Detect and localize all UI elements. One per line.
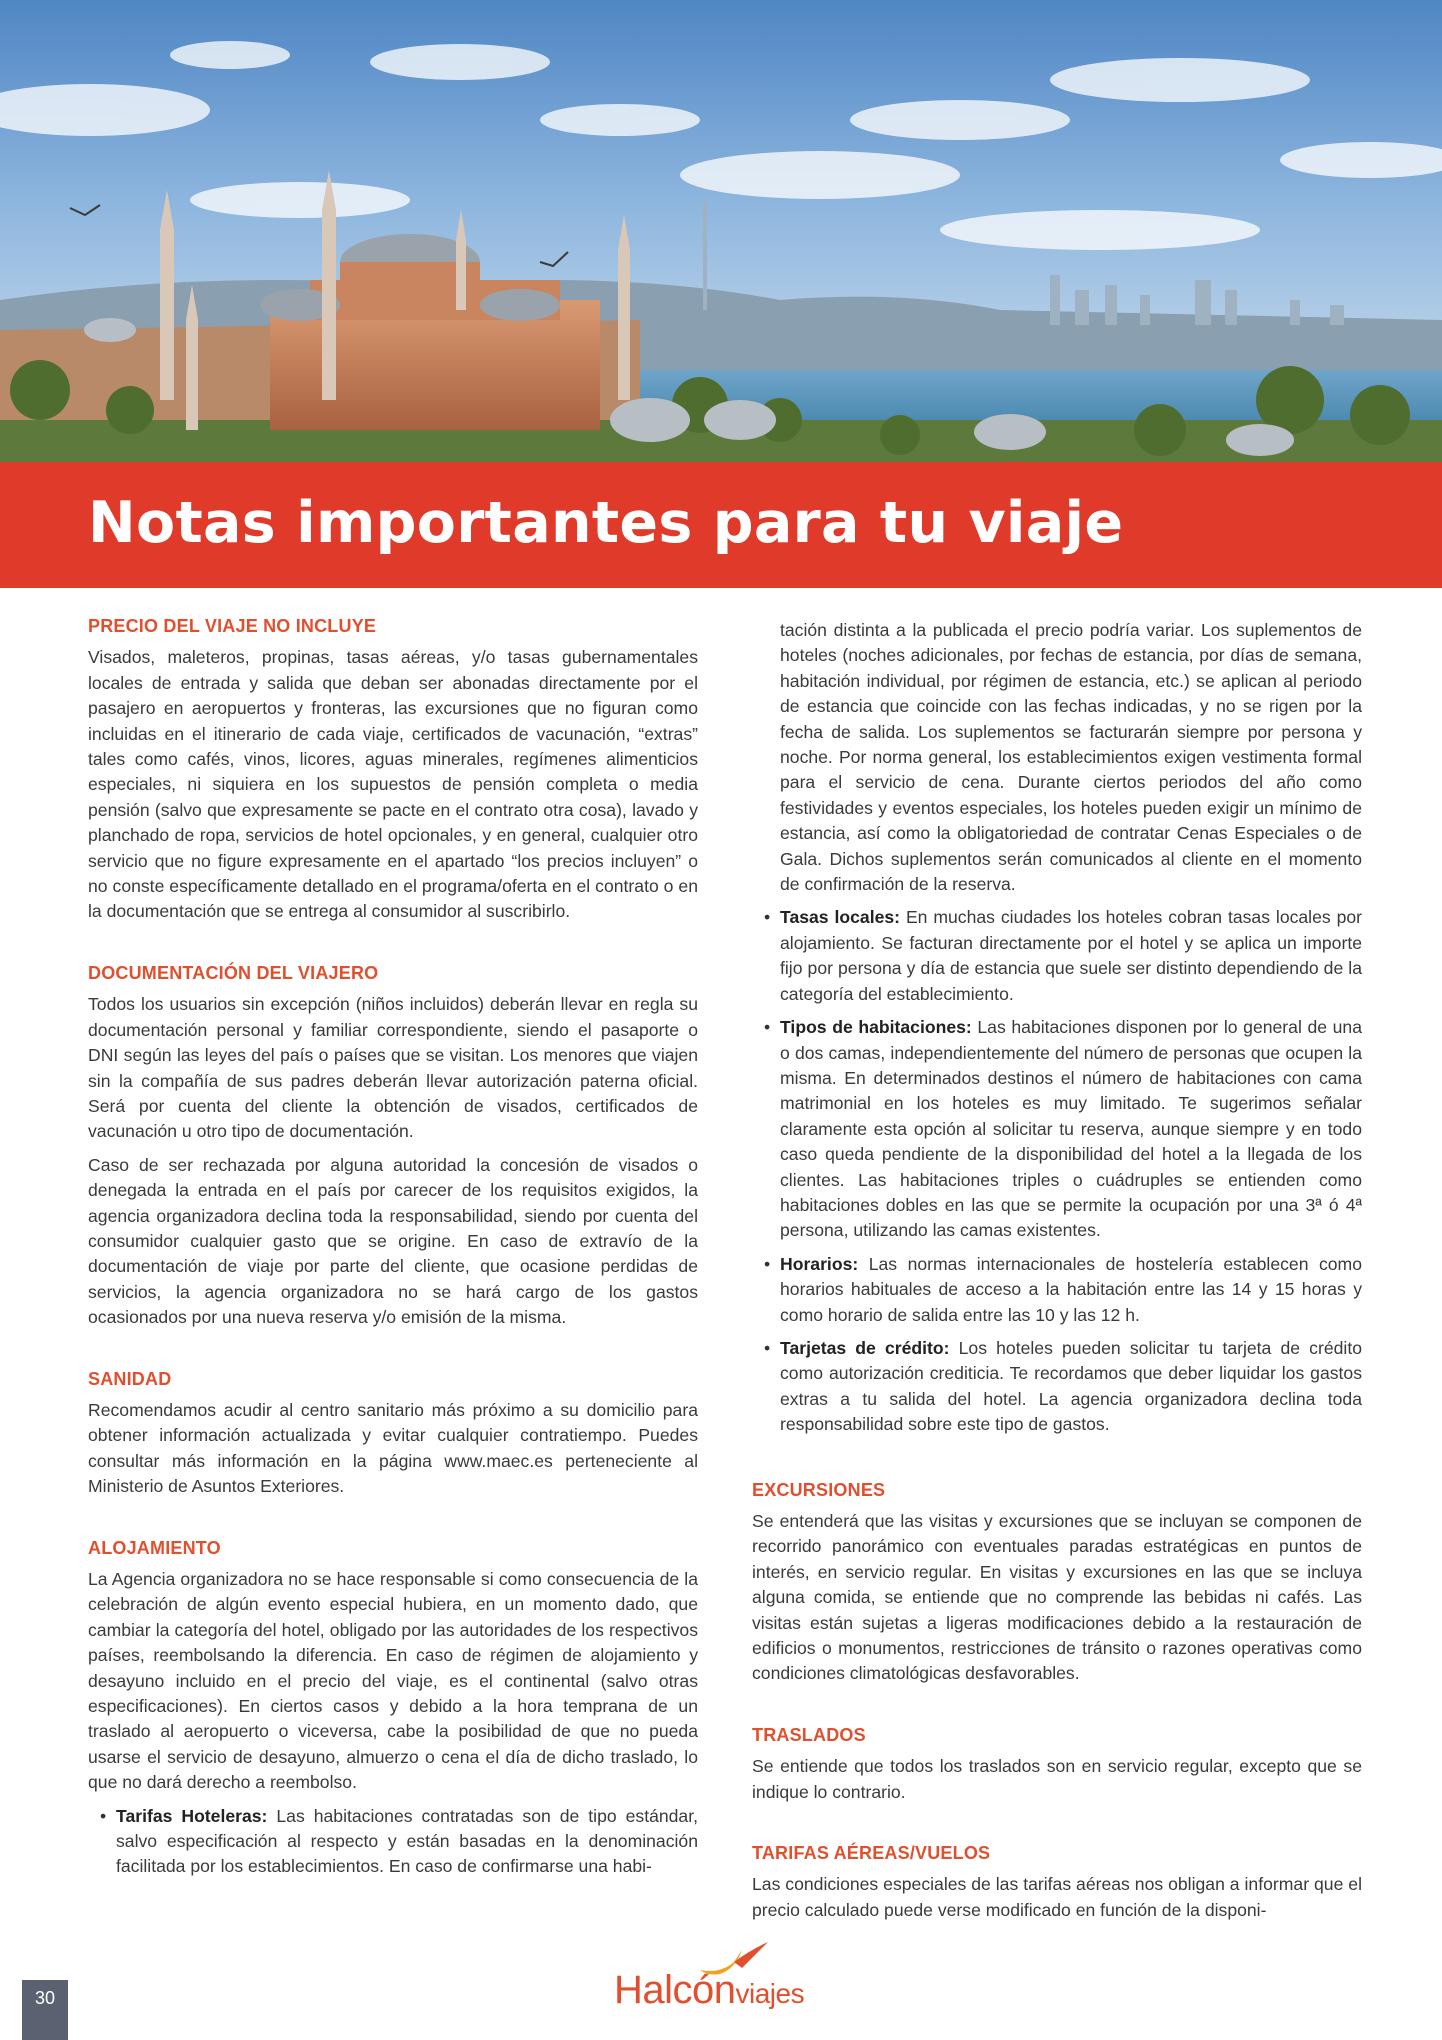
paragraph: Las condiciones especiales de las tarifas aéreas nos obligan a informar que el precio calculado puede verse modificado en función de la disponi- — [752, 1874, 1362, 1920]
section-heading: DOCUMENTACIÓN DEL VIAJERO — [88, 962, 379, 983]
paragraph: Recomendamos acudir al centro sanitario más próximo a su domicilio para obtener información actualizada y evitar cualquier contratiempo. Puedes consultar más información en la página www.maec.es perteneciente al Ministerio de Asuntos Exteriores. — [88, 1399, 698, 1497]
bullet-label: Horarios: — [780, 1253, 859, 1274]
list-item — [88, 1804, 698, 1880]
paragraph: Caso de ser rechazada por alguna autoridad la concesión de visados o denegada la entrada en el país por carecer de los requisitos exigidos, la agencia organizadora declina toda la responsabilidad, siendo por cuenta del consumidor cualquier gasto que se origine. En caso de extravío de la documentación de viaje por parte del cliente, que ocasione perdidas de servicios, la agencia organizadora no se hará cargo de los gastos ocasionados por una nueva reserva y/o emisión de la misma. — [88, 1154, 698, 1328]
section-excursiones — [752, 1478, 1362, 1687]
left-column — [88, 614, 698, 1916]
logo-suffix: viajes — [735, 1978, 805, 2009]
list-item — [752, 905, 1362, 1007]
bullet-text: Las normas internacionales de hostelería establecen como horarios habituales de acceso a la habitación entre las 14 y 15 horas y como horario de salida entre las 10 y las 12 h. — [780, 1253, 1362, 1325]
paragraph: Se entenderá que las visitas y excursiones que se incluyan se componen de recorrido panorámico con eventuales paradas estratégicas en puntos de interés, en servicio regular. En visitas y excursiones en las que se incluya alguna comida, se entiende que no comprende las bebidas ni cafés. Las visitas están sujetas a ligeras modificaciones debido a la restauración de edificios o monumentos, restricciones de tránsito o razones operativas como condiciones climatológicas desfavorables. — [752, 1511, 1362, 1684]
section-documentacion — [88, 961, 698, 1331]
section-traslados — [752, 1723, 1362, 1805]
bullet-text: Las habitaciones disponen por lo general de una o dos camas, independientemente del número de personas que ocupen la misma. En determinados destinos el número de habitaciones con cama matrimonial en los hoteles es muy limitado. Te sugerimos señalar claramente esta opción al solicitar tu reserva, aunque siempre y en todo caso queda pendiente de la disponibilidad del hotel a la llegada de los clientes. Las habitaciones triples o cuádruples se entienden como habitaciones dobles en las que se permite la ocupación por una 3ª ó 4ª persona, utilizando las camas existentes. — [780, 1017, 1363, 1241]
right-column — [752, 618, 1362, 1959]
title-band — [0, 462, 1442, 588]
istanbul-hagia-sophia-photo — [0, 0, 1442, 462]
section-tarifas-aereas — [752, 1841, 1362, 1923]
paragraph: Visados, maleteros, propinas, tasas aéreas, y/o tasas gubernamentales locales de entrada y salida que deban ser abonadas directamente por el pasajero en aeropuertos y fronteras, las excursiones que no figuran como incluidas en el itinerario de cada viaje, certificados de vacunación, “extras” tales como cafés, vinos, licores, aguas minerales, regímenes alimenticios especiales, ni siquiera en los supuestos de pensión completa o media pensión (salvo que expresamente se pacte en el contrato otra cosa), lavado y planchado de ropa, servicios de hotel opcionales, y en general, cualquier otro servicio que no figure expresamente en el apartado “los precios incluyen” o no conste específicamente detallado en el programa/oferta en el contrato o en la documentación que se entrega al consumidor al suscribirlo. — [88, 647, 698, 922]
page-number: 30 — [22, 1980, 68, 2040]
section-precio — [88, 614, 698, 925]
paragraph-continuation: tación distinta a la publicada el precio podría variar. Los suplementos de hoteles (noches adicionales, por fechas de estancia, por días de semana, habitación individual, por régimen de estancia, etc.) se aplican al periodo de estancia que coincide con las fechas indicadas, y no se rigen por la fecha de salida. Los suplementos se facturarán siempre por persona y noche. Por norma general, los establecimientos exigen vestimenta formal para el servicio de cena. Durante ciertos periodos del año como festividades y eventos especiales, los hoteles pueden exigir un mínimo de estancia, así como la obligatoriedad de contratar Cenas Especiales o de Gala. Dichos suplementos serán comunicados al cliente en el momento de confirmación de la reserva. — [780, 620, 1362, 895]
bullet-label: Tarjetas de crédito: — [780, 1337, 950, 1358]
bullet-label: Tarifas Hoteleras: — [116, 1805, 268, 1826]
bullet-label: Tipos de habitaciones: — [780, 1017, 972, 1038]
bullet-label: Tasas locales: — [780, 907, 901, 928]
page-title: Notas importantes para tu viaje — [88, 490, 1124, 556]
logo-wordmark — [614, 1968, 804, 2013]
section-alojamiento — [88, 1536, 698, 1880]
section-heading: TARIFAS AÉREAS/VUELOS — [752, 1843, 991, 1864]
paragraph: Se entiende que todos los traslados son en servicio regular, excepto que se indique lo contrario. — [752, 1756, 1362, 1802]
section-heading: PRECIO DEL VIAJE NO INCLUYE — [88, 616, 377, 636]
bullet-text: Los hoteles pueden solicitar tu tarjeta de crédito como autorización crediticia. Te recordamos que deber liquidar los gastos extras a tu salida del hotel. La agencia organizadora declina toda responsabilidad sobre este tipo de gastos. — [780, 1337, 1362, 1435]
bullet-list — [752, 905, 1362, 1437]
section-heading: SANIDAD — [88, 1368, 172, 1389]
bullet-text: Las habitaciones contratadas son de tipo estándar, salvo especificación al respecto y están basadas en la denominación facilitada por los establecimientos. En caso de confirmarse una habi- — [116, 1805, 698, 1877]
paragraph: Todos los usuarios sin excepción (niños incluidos) deberán llevar en regla su documentación personal y familiar correspondiente, siendo el pasaporte o DNI según las leyes del país o países que se visitan. Los menores que viajen sin la compañía de sus padres deberán llevar autorización paterna oficial. Será por cuenta del cliente la obtención de visados, certificados de vacunación u otro tipo de documentación. — [88, 994, 698, 1142]
bullet-text: En muchas ciudades los hoteles cobran tasas locales por alojamiento. Se facturan directamente por el hotel y se aplica un importe fijo por persona y día de estancia que suele ser distinto dependiendo de la categoría del establecimiento. — [780, 907, 1363, 1004]
logo-brand: Halcón — [614, 1968, 736, 2012]
section-heading: EXCURSIONES — [752, 1479, 886, 1500]
list-item — [752, 1252, 1362, 1328]
paragraph: La Agencia organizadora no se hace responsable si como consecuencia de la celebración de algún evento especial hubiera, en un momento dado, que cambiar la categoría del hotel, obligado por las autoridades de los respectivos países, reembolsando la diferencia. En caso de régimen de alojamiento y desayuno incluido en el precio del viaje, es el continental (salvo otras especificaciones). En ciertos casos y debido a la hora temprana de un traslado al aeropuerto o viceversa, cabe la posibilidad de que no pueda usarse el servicio de desayuno, almuerzo o cena el día de dicho traslado, lo que no dará derecho a reembolso. — [88, 1569, 698, 1793]
list-item — [752, 1336, 1362, 1438]
halcon-viajes-logo — [612, 1940, 842, 2020]
section-heading: TRASLADOS — [752, 1724, 866, 1745]
hero-photo — [0, 0, 1442, 462]
section-sanidad — [88, 1367, 698, 1500]
section-heading: ALOJAMIENTO — [88, 1537, 221, 1558]
list-item — [752, 1015, 1362, 1244]
bullet-list — [88, 1804, 698, 1880]
